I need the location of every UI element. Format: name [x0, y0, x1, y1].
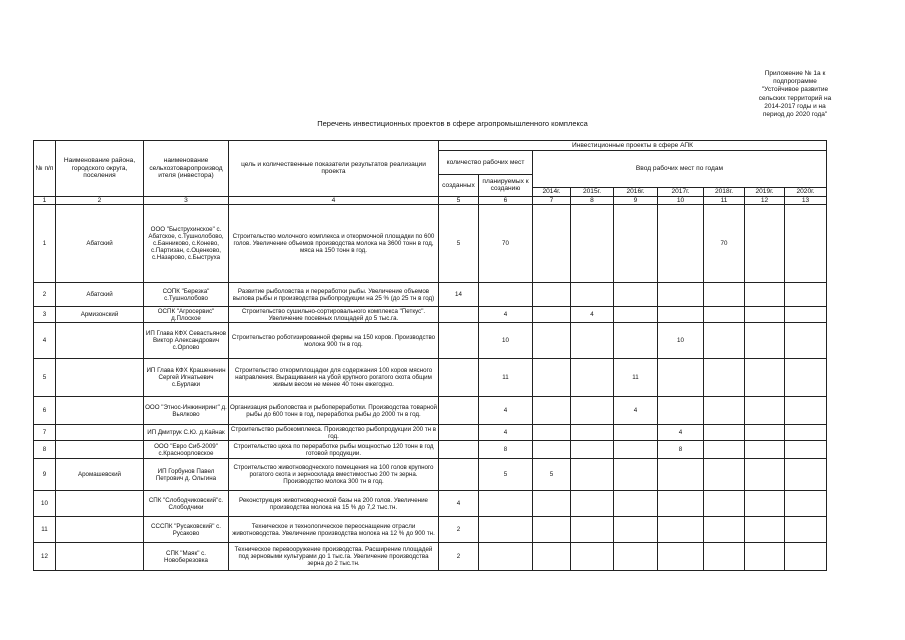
cell-year-2019	[745, 459, 785, 491]
cell-district	[56, 543, 144, 571]
table-row	[34, 491, 827, 517]
appendix-line: период до 2020 года"	[762, 111, 828, 119]
cell-investor: СПК "Маяк" с. Новоберезовка	[144, 543, 229, 571]
cell-planned: 70	[479, 205, 533, 283]
cell-year-2015	[571, 543, 614, 571]
cell-no: 11	[34, 517, 56, 543]
cell-year-2017	[658, 459, 704, 491]
cell-no: 5	[34, 359, 56, 397]
cell-year-2017	[658, 491, 704, 517]
cell-year-2016	[614, 543, 658, 571]
cell-year-2019	[745, 307, 785, 323]
cell-year-2015	[571, 323, 614, 359]
cell-investor: ИП Горбунов Павел Петрович д. Ольгина	[144, 459, 229, 491]
column-number: 7	[533, 196, 571, 205]
header-year: 2017г.	[658, 188, 704, 197]
cell-year-2015	[571, 359, 614, 397]
cell-investor: ИП Глава КФХ Крашенинин Сергей Игнатьевич с.Бурлаки	[144, 359, 229, 397]
cell-goal: Реконструкция животноводческой базы на 200 голов. Увеличение производства молока на 15 % до 7,2 тыс.тн.	[229, 491, 439, 517]
cell-investor: СССПК "Русаковский" с. Русаково	[144, 517, 229, 543]
cell-year-2018	[704, 517, 745, 543]
table-row	[34, 323, 827, 359]
cell-year-2016: 11	[614, 359, 658, 397]
header-input: Ввод рабочих мест по годам	[533, 151, 827, 188]
column-number: 13	[785, 196, 827, 205]
cell-no: 10	[34, 491, 56, 517]
table-header	[34, 141, 827, 205]
cell-year-2020	[785, 307, 827, 323]
column-number: 6	[479, 196, 533, 205]
cell-year-2015: 4	[571, 307, 614, 323]
cell-year-2014	[533, 397, 571, 425]
cell-year-2019	[745, 397, 785, 425]
cell-investor: ИП Глава КФХ Севастьянов Виктор Александрович с.Орлово	[144, 323, 229, 359]
cell-no: 6	[34, 397, 56, 425]
cell-year-2019	[745, 283, 785, 307]
cell-year-2020	[785, 205, 827, 283]
cell-investor: СОПК "Березка" с.Тушнолобово	[144, 283, 229, 307]
table-row	[34, 205, 827, 283]
cell-year-2018	[704, 359, 745, 397]
cell-created	[439, 307, 479, 323]
cell-year-2018	[704, 307, 745, 323]
header-group: Инвестиционные проекты в сфере АПК	[439, 141, 827, 151]
cell-year-2016: 4	[614, 397, 658, 425]
cell-created: 2	[439, 543, 479, 571]
cell-year-2018	[704, 323, 745, 359]
cell-year-2017	[658, 283, 704, 307]
cell-year-2015	[571, 459, 614, 491]
cell-year-2017	[658, 359, 704, 397]
cell-year-2014	[533, 543, 571, 571]
cell-no: 2	[34, 283, 56, 307]
cell-year-2016	[614, 441, 658, 459]
table-row	[34, 441, 827, 459]
cell-created	[439, 425, 479, 441]
cell-created: 4	[439, 491, 479, 517]
cell-year-2014	[533, 425, 571, 441]
cell-year-2017	[658, 543, 704, 571]
investment-projects-table	[33, 140, 827, 571]
cell-year-2019	[745, 425, 785, 441]
cell-planned	[479, 283, 533, 307]
header-year: 2014г.	[533, 188, 571, 197]
cell-year-2019	[745, 491, 785, 517]
table-row	[34, 425, 827, 441]
header-year: 2016г.	[614, 188, 658, 197]
cell-investor: ООО "Этнос-Инжиниринг" д. Вьялково	[144, 397, 229, 425]
column-number: 10	[658, 196, 704, 205]
cell-planned: 8	[479, 441, 533, 459]
cell-year-2020	[785, 425, 827, 441]
cell-year-2017	[658, 307, 704, 323]
column-number: 8	[571, 196, 614, 205]
cell-year-2018	[704, 491, 745, 517]
cell-investor: ООО "Быструхинское" с. Абатское, с.Тушнолобово, с.Банниково, с.Конево, с.Партизан, с.Оценково, с.Назарово, с.Быструха	[144, 205, 229, 283]
document-title: Перечень инвестиционных проектов в сфере агропромышленного комплекса	[317, 119, 588, 128]
cell-year-2018	[704, 397, 745, 425]
cell-created: 5	[439, 205, 479, 283]
cell-goal: Строительство роботизированной фермы на 150 коров. Производство молока 900 тн в год.	[229, 323, 439, 359]
cell-year-2014	[533, 359, 571, 397]
cell-no: 1	[34, 205, 56, 283]
cell-planned: 5	[479, 459, 533, 491]
column-number: 1	[34, 196, 56, 205]
header-year: 2019г.	[745, 188, 785, 197]
cell-year-2019	[745, 517, 785, 543]
cell-year-2016	[614, 205, 658, 283]
cell-year-2016	[614, 517, 658, 543]
cell-year-2015	[571, 491, 614, 517]
cell-goal: Строительство цеха по переработке рыбы мощностью 120 тонн в год готовой продукции.	[229, 441, 439, 459]
cell-investor: ООО "Евро Сиб-2009" с.Красноорловское	[144, 441, 229, 459]
cell-investor: СПК "Слободчиковский"с. Слободчики	[144, 491, 229, 517]
cell-goal: Строительство откормплощадки для содержания 100 коров мясного направления. Выращивания на убой крупного рогатого скота общим живым весом не менее 40 тонн ежегодно.	[229, 359, 439, 397]
column-number: 12	[745, 196, 785, 205]
cell-district	[56, 397, 144, 425]
cell-created: 2	[439, 517, 479, 543]
cell-year-2020	[785, 517, 827, 543]
cell-year-2014	[533, 323, 571, 359]
cell-goal: Строительство сушильно-сортировального комплекса "Петкус". Увеличение посевных площадей до 5 тыс.га.	[229, 307, 439, 323]
cell-year-2015	[571, 517, 614, 543]
header-year: 2020г.	[785, 188, 827, 197]
cell-year-2017	[658, 205, 704, 283]
appendix-line: сельских территорий на	[758, 94, 832, 102]
cell-created	[439, 459, 479, 491]
cell-year-2020	[785, 359, 827, 397]
cell-planned	[479, 517, 533, 543]
cell-year-2020	[785, 491, 827, 517]
appendix-line: "Устойчивое развитие	[761, 86, 829, 94]
cell-goal: Организация рыболовства и рыбопереработки. Производства товарной рыбы до 600 тонн в год, переработка рыбы до 2000 тн в год.	[229, 397, 439, 425]
table-body	[34, 205, 827, 571]
header-goal: цель и количественные показатели результатов реализации проекта	[229, 141, 439, 197]
cell-year-2014: 5	[533, 459, 571, 491]
cell-year-2020	[785, 441, 827, 459]
cell-district	[56, 425, 144, 441]
cell-year-2014	[533, 283, 571, 307]
cell-year-2020	[785, 283, 827, 307]
table-row	[34, 543, 827, 571]
cell-year-2015	[571, 425, 614, 441]
cell-year-2016	[614, 425, 658, 441]
header-created: созданных	[439, 175, 479, 197]
column-number: 2	[56, 196, 144, 205]
header-planned: планируемых к созданию	[479, 175, 533, 197]
header-year: 2018г.	[704, 188, 745, 197]
cell-district	[56, 359, 144, 397]
cell-year-2017: 10	[658, 323, 704, 359]
cell-created	[439, 441, 479, 459]
column-number: 5	[439, 196, 479, 205]
table-row	[34, 283, 827, 307]
cell-year-2016	[614, 283, 658, 307]
cell-year-2019	[745, 323, 785, 359]
cell-no: 4	[34, 323, 56, 359]
cell-year-2014	[533, 517, 571, 543]
header-district: Наименование района, городского округа, поселения	[56, 141, 144, 197]
table-row	[34, 517, 827, 543]
cell-goal: Строительство рыбокомплекса. Производство рыбопродукции 200 тн в год.	[229, 425, 439, 441]
cell-district: Абатский	[56, 205, 144, 283]
table-row	[34, 359, 827, 397]
cell-created: 14	[439, 283, 479, 307]
cell-investor: ОСПК "Агросервис" д.Плоское	[144, 307, 229, 323]
cell-created	[439, 397, 479, 425]
cell-year-2020	[785, 459, 827, 491]
cell-year-2014	[533, 205, 571, 283]
cell-district	[56, 491, 144, 517]
column-number: 3	[144, 196, 229, 205]
cell-goal: Техническое и технологическое переоснащение отрасли животноводства. Увеличение производства молока на 12 % до 900 тн.	[229, 517, 439, 543]
cell-year-2015	[571, 441, 614, 459]
cell-year-2014	[533, 441, 571, 459]
cell-year-2016	[614, 459, 658, 491]
cell-year-2018	[704, 459, 745, 491]
cell-district: Армизонский	[56, 307, 144, 323]
header-investor: наименование сельхозтоваропроизвод ителя (инвестора)	[144, 141, 229, 197]
cell-year-2019	[745, 441, 785, 459]
cell-created	[439, 359, 479, 397]
cell-year-2018	[704, 283, 745, 307]
cell-no: 7	[34, 425, 56, 441]
cell-year-2019	[745, 205, 785, 283]
cell-no: 9	[34, 459, 56, 491]
appendix-line: Приложение № 1а к	[764, 70, 826, 77]
cell-planned: 4	[479, 307, 533, 323]
cell-planned: 4	[479, 425, 533, 441]
cell-district	[56, 517, 144, 543]
cell-year-2017	[658, 397, 704, 425]
cell-year-2015	[571, 283, 614, 307]
cell-year-2020	[785, 323, 827, 359]
cell-year-2015	[571, 397, 614, 425]
column-number: 11	[704, 196, 745, 205]
cell-created	[439, 323, 479, 359]
cell-investor: ИП Дмитрук С.Ю. д.Кайнак	[144, 425, 229, 441]
cell-year-2014	[533, 491, 571, 517]
table-row	[34, 397, 827, 425]
cell-year-2016	[614, 491, 658, 517]
cell-goal: Развитие рыболовства и переработки рыбы. Увеличение объемов вылова рыбы и производства рыбопродукции на 25 % (до 25 тн в год)	[229, 283, 439, 307]
table-row	[34, 459, 827, 491]
cell-year-2017: 8	[658, 441, 704, 459]
cell-year-2015	[571, 205, 614, 283]
header-jobs: количество рабочих мест	[439, 151, 533, 175]
cell-goal: Техническое перевооружение производства. Расширение площадей под зерновыми культурами до 1 тыс.га. Увеличение производства зерна до 2 тыс.тн.	[229, 543, 439, 571]
cell-year-2019	[745, 543, 785, 571]
cell-no: 3	[34, 307, 56, 323]
cell-no: 12	[34, 543, 56, 571]
cell-year-2017	[658, 517, 704, 543]
header-year: 2015г.	[571, 188, 614, 197]
cell-district: Аромашевский	[56, 459, 144, 491]
cell-goal: Строительство молочного комплекса и откормочной площадки по 600 голов. Увеличение объемов производства молока на 3600 тонн в год, мяса на 150 тонн в год.	[229, 205, 439, 283]
header-no: № п/п	[34, 141, 56, 197]
cell-year-2014	[533, 307, 571, 323]
cell-year-2016	[614, 323, 658, 359]
cell-year-2018	[704, 441, 745, 459]
appendix-note	[745, 70, 845, 119]
cell-no: 8	[34, 441, 56, 459]
cell-year-2016	[614, 307, 658, 323]
table-row	[34, 307, 827, 323]
cell-district	[56, 441, 144, 459]
cell-year-2018: 70	[704, 205, 745, 283]
cell-planned: 10	[479, 323, 533, 359]
cell-planned: 11	[479, 359, 533, 397]
cell-goal: Строительство животноводческого помещения на 100 голов крупного рогатого скота и зерносклада вместимостью 200 тн зерна. Производство молока 300 тн в год.	[229, 459, 439, 491]
cell-year-2020	[785, 543, 827, 571]
cell-planned	[479, 543, 533, 571]
cell-district: Абатский	[56, 283, 144, 307]
cell-year-2018	[704, 425, 745, 441]
cell-year-2020	[785, 397, 827, 425]
column-number: 4	[229, 196, 439, 205]
cell-year-2019	[745, 359, 785, 397]
cell-district	[56, 323, 144, 359]
cell-planned	[479, 491, 533, 517]
cell-planned: 4	[479, 397, 533, 425]
column-number: 9	[614, 196, 658, 205]
cell-year-2017: 4	[658, 425, 704, 441]
appendix-line: подпрограмме	[773, 78, 817, 86]
cell-year-2018	[704, 543, 745, 571]
appendix-line: 2014-2017 годы и на	[764, 102, 826, 110]
